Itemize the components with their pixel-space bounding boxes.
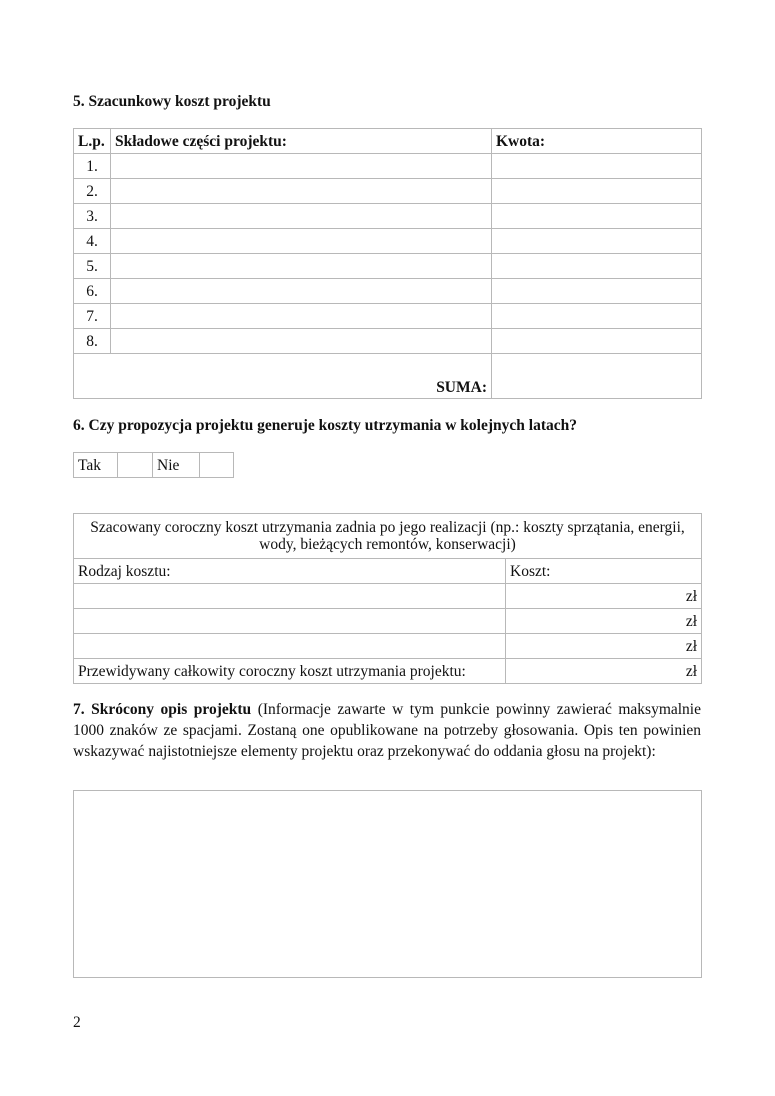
project-description-box[interactable]: [73, 790, 702, 978]
part-cell[interactable]: [111, 279, 492, 304]
sum-label: SUMA:: [74, 354, 492, 399]
cost-type-cell[interactable]: [74, 609, 506, 634]
table-row: [74, 179, 702, 204]
section5-heading: 5. Szacunkowy koszt projektu: [73, 93, 271, 110]
section6-heading: 6. Czy propozycja projektu generuje koszty utrzymania w kolejnych latach?: [73, 417, 577, 434]
table-row: [74, 329, 702, 354]
no-checkbox[interactable]: [200, 453, 234, 478]
table-row: [74, 584, 702, 609]
total-label: Przewidywany całkowity coroczny koszt utrzymania projektu:: [74, 659, 506, 684]
no-label: Nie: [153, 453, 200, 478]
part-cell[interactable]: [111, 204, 492, 229]
row-number: 7.: [74, 304, 111, 329]
table-row: [74, 229, 702, 254]
cost-type-cell[interactable]: [74, 634, 506, 659]
sum-amount-cell[interactable]: [492, 354, 702, 399]
maintenance-total-row: [74, 659, 702, 684]
row-number: 4.: [74, 229, 111, 254]
amount-header: Kwota:: [492, 129, 702, 154]
row-number: 3.: [74, 204, 111, 229]
sum-row: [74, 354, 702, 399]
yes-checkbox[interactable]: [118, 453, 153, 478]
amount-cell[interactable]: [492, 254, 702, 279]
section7-heading: 7. Skrócony opis projektu: [73, 701, 252, 718]
part-cell[interactable]: [111, 229, 492, 254]
row-number: 2.: [74, 179, 111, 204]
part-cell[interactable]: [111, 179, 492, 204]
table-row: [74, 154, 702, 179]
row-number: 1.: [74, 154, 111, 179]
cost-cell[interactable]: zł: [506, 584, 702, 609]
cost-estimate-table: [73, 128, 702, 399]
cost-table-header-row: [74, 129, 702, 154]
section7-intro: [73, 699, 701, 762]
amount-cell[interactable]: [492, 204, 702, 229]
cost-header: Koszt:: [506, 559, 702, 584]
cost-type-header: Rodzaj kosztu:: [74, 559, 506, 584]
row-number: 6.: [74, 279, 111, 304]
table-row: [74, 204, 702, 229]
parts-header: Składowe części projektu:: [111, 129, 492, 154]
lp-header: L.p.: [74, 129, 111, 154]
table-row: [74, 304, 702, 329]
table-row: [74, 634, 702, 659]
cost-cell[interactable]: zł: [506, 609, 702, 634]
maintenance-description-row: [74, 514, 702, 559]
amount-cell[interactable]: [492, 154, 702, 179]
amount-cell[interactable]: [492, 329, 702, 354]
cost-type-cell[interactable]: [74, 584, 506, 609]
yes-label: Tak: [74, 453, 118, 478]
amount-cell[interactable]: [492, 304, 702, 329]
amount-cell[interactable]: [492, 229, 702, 254]
part-cell[interactable]: [111, 254, 492, 279]
total-cost-cell[interactable]: zł: [506, 659, 702, 684]
row-number: 8.: [74, 329, 111, 354]
part-cell[interactable]: [111, 154, 492, 179]
amount-cell[interactable]: [492, 279, 702, 304]
amount-cell[interactable]: [492, 179, 702, 204]
cost-cell[interactable]: zł: [506, 634, 702, 659]
table-row: [74, 279, 702, 304]
part-cell[interactable]: [111, 304, 492, 329]
maintenance-cost-table: [73, 513, 702, 684]
row-number: 5.: [74, 254, 111, 279]
page-number: 2: [73, 1014, 81, 1031]
section7-instructions: (Informacje zawarte w tym punkcie powinny zawierać maksymalnie 1000 znaków ze spacjami. Zostaną one opublikowane na potrzeby głosowania. Opis ten powinien wskazywać najistotniejsze elementy projektu oraz przekonywać do oddania głosu na projekt):: [73, 701, 701, 760]
maintenance-header-row: [74, 559, 702, 584]
table-row: [74, 254, 702, 279]
yes-no-table: [73, 452, 234, 478]
part-cell[interactable]: [111, 329, 492, 354]
table-row: [74, 609, 702, 634]
maintenance-description: Szacowany coroczny koszt utrzymania zadnia po jego realizacji (np.: koszty sprzątania, energii, wody, bieżących remontów, konserwacji): [74, 514, 702, 559]
